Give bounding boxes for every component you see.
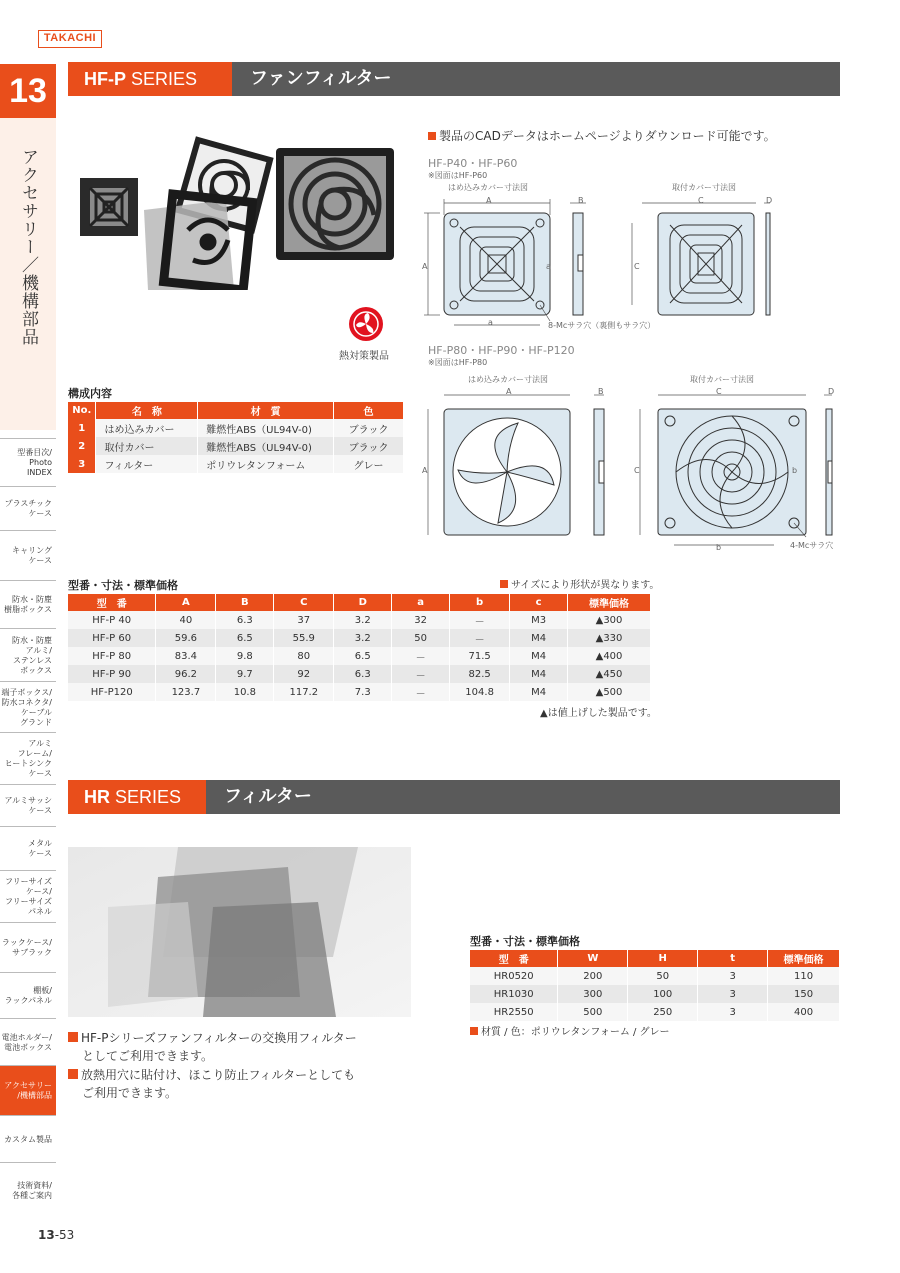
side-nav-label: ケース xyxy=(28,556,52,565)
side-nav-label: ケース/ xyxy=(25,887,52,896)
table-cell: 3 xyxy=(698,1003,768,1021)
side-nav-label: 技術資料/ xyxy=(17,1180,52,1190)
table-cell: HR0520 xyxy=(470,967,558,985)
hfp-spec-row xyxy=(68,665,651,683)
hr-spec-row xyxy=(470,1003,840,1021)
diagram1-sub: ※図面はHF-P60 xyxy=(428,171,488,180)
hr-spec-heading: 型番・寸法・標準価格 xyxy=(470,935,580,948)
composition-row xyxy=(68,455,404,473)
side-nav-item[interactable] xyxy=(0,486,56,530)
table-cell: 6.3 xyxy=(334,665,392,683)
side-nav-label: Photo xyxy=(29,458,52,467)
chapter-number: 13 xyxy=(0,64,56,118)
diagram2-dim-C: C xyxy=(716,387,722,396)
side-nav-label: 電池ボックス xyxy=(4,1042,52,1052)
column-header: 色 xyxy=(334,402,404,419)
side-nav-label: サブラック xyxy=(12,948,52,957)
side-nav-label: 型番目次/ xyxy=(17,448,52,457)
hr-spec-row xyxy=(470,985,840,1003)
side-nav-label: フリーサイズ xyxy=(4,877,52,886)
hr-spec-header-row xyxy=(470,950,840,967)
diagram2-hole-note: 4-Mcサラ穴 xyxy=(790,541,834,550)
table-cell: ▲300 xyxy=(568,611,651,629)
composition-row xyxy=(68,437,404,455)
hr-bullet-1 xyxy=(68,1029,357,1065)
bullet-square-icon xyxy=(470,1027,478,1035)
composition-heading: 構成内容 xyxy=(68,387,112,400)
side-nav-label: カスタム製品 xyxy=(4,1134,52,1144)
hr-bullet-2 xyxy=(68,1066,355,1102)
table-cell: 取付カバー xyxy=(96,437,198,455)
table-cell: 7.3 xyxy=(334,683,392,701)
diagram1-dim-B: B xyxy=(578,196,584,205)
column-header: W xyxy=(558,950,628,967)
side-nav-label: パネル xyxy=(28,907,52,916)
side-nav-label: グランド xyxy=(20,717,52,727)
diagram2-drawing xyxy=(418,385,838,555)
side-nav-label: ケース xyxy=(28,769,52,778)
table-cell: HF-P 80 xyxy=(68,647,156,665)
side-nav-label: アクセサリー xyxy=(4,1081,52,1090)
side-nav-item[interactable] xyxy=(0,732,56,784)
side-nav-label: フレーム/ xyxy=(17,749,52,758)
table-cell: 6.3 xyxy=(216,611,274,629)
side-nav-label: ボックス xyxy=(20,665,52,675)
diagram1-dim-C: C xyxy=(698,196,704,205)
table-cell: 50 xyxy=(392,629,450,647)
hfp-section-header xyxy=(68,62,840,96)
side-nav-item[interactable] xyxy=(0,628,56,681)
table-cell: M4 xyxy=(510,665,568,683)
side-nav-item[interactable] xyxy=(0,1018,56,1065)
side-nav-label: 各種ご案内 xyxy=(12,1190,52,1200)
side-nav-label: ステンレス xyxy=(13,655,52,665)
table-cell: 59.6 xyxy=(156,629,216,647)
table-cell: 難燃性ABS（UL94V-0) xyxy=(198,437,334,455)
fan-filter-product-photo xyxy=(78,130,408,290)
composition-table xyxy=(68,402,404,473)
hfp-spec-row xyxy=(68,629,651,647)
side-nav-label: アルミ xyxy=(28,739,52,748)
table-cell: 150 xyxy=(768,985,840,1003)
column-header: H xyxy=(628,950,698,967)
hfp-spec-table xyxy=(68,594,651,701)
hr-spec-table xyxy=(470,950,840,1021)
table-cell: 123.7 xyxy=(156,683,216,701)
side-nav-item[interactable] xyxy=(0,784,56,826)
table-cell: 難燃性ABS（UL94V-0) xyxy=(198,419,334,437)
column-header: B xyxy=(216,594,274,611)
side-nav-item[interactable] xyxy=(0,826,56,870)
table-cell: はめ込みカバー xyxy=(96,419,198,437)
side-nav-item[interactable] xyxy=(0,870,56,922)
heat-countermeasure-label: 熱対策製品 xyxy=(339,351,389,362)
table-cell: 1 xyxy=(68,419,96,437)
table-cell: M3 xyxy=(510,611,568,629)
table-cell: M4 xyxy=(510,629,568,647)
page-chapter: 13 xyxy=(38,1228,55,1242)
composition-row xyxy=(68,419,404,437)
table-cell: 32 xyxy=(392,611,450,629)
diagram2-right-label: 取付カバー寸法図 xyxy=(690,375,754,384)
column-header: C xyxy=(274,594,334,611)
side-nav-label: ケース xyxy=(28,509,52,518)
large-fan-filter xyxy=(276,148,394,260)
table-cell: M4 xyxy=(510,647,568,665)
side-nav-label: アルミ/ xyxy=(25,645,52,655)
cad-download-note xyxy=(428,127,776,144)
diagram2-title: HF-P80・HF-P90・HF-P120 xyxy=(428,344,575,357)
table-cell: 92 xyxy=(274,665,334,683)
hfp-spec-row xyxy=(68,683,651,701)
side-nav-item[interactable] xyxy=(0,438,56,486)
table-cell: HR1030 xyxy=(470,985,558,1003)
hr-series-word: SERIES xyxy=(115,787,182,807)
column-header: 標準価格 xyxy=(768,950,840,967)
diagram1-dim-A: A xyxy=(486,196,492,205)
side-nav-label: フリーサイズ xyxy=(4,897,52,906)
table-cell: 117.2 xyxy=(274,683,334,701)
side-nav-label: 電池ホルダー/ xyxy=(1,1032,52,1042)
table-cell: 55.9 xyxy=(274,629,334,647)
table-cell: 6.5 xyxy=(334,647,392,665)
table-cell: HF-P 90 xyxy=(68,665,156,683)
side-nav-label: ラックケース/ xyxy=(1,938,52,947)
column-header: No. xyxy=(68,402,96,419)
table-cell: HF-P 40 xyxy=(68,611,156,629)
hfp-size-note-text: サイズにより形状が異なります。 xyxy=(511,580,660,591)
hfp-series-word: SERIES xyxy=(131,69,198,89)
table-cell: 400 xyxy=(768,1003,840,1021)
column-header: D xyxy=(334,594,392,611)
side-nav-label: /機構部品 xyxy=(17,1091,52,1100)
side-nav-label: INDEX xyxy=(26,468,52,477)
table-cell: 37 xyxy=(274,611,334,629)
side-nav-label: 棚板/ xyxy=(33,986,52,995)
table-cell: フィルター xyxy=(96,455,198,473)
table-cell: 3 xyxy=(698,967,768,985)
hfp-series-tag xyxy=(68,62,232,96)
column-header: t xyxy=(698,950,768,967)
bullet-square-icon xyxy=(428,132,436,140)
table-cell: 100 xyxy=(628,985,698,1003)
diagram2-dim-C-vertical: C xyxy=(634,466,640,475)
table-cell: 3.2 xyxy=(334,629,392,647)
bullet-square-icon xyxy=(68,1032,78,1042)
hr-series-tag xyxy=(68,780,206,814)
diagram1-dim-A-vertical: A xyxy=(422,262,428,271)
table-cell: 10.8 xyxy=(216,683,274,701)
table-cell: ブラック xyxy=(334,437,404,455)
small-fan-filter xyxy=(80,178,138,236)
table-cell: ポリウレタンフォーム xyxy=(198,455,334,473)
diagram1-right-label: 取付カバー寸法図 xyxy=(672,183,736,192)
price-increase-note: ▲は値上げした製品です。 xyxy=(540,708,657,719)
hfp-spec-row xyxy=(68,647,651,665)
side-nav-item[interactable] xyxy=(0,922,56,972)
hr-bullet-2-line2: ご利用できます。 xyxy=(82,1086,178,1100)
column-header: b xyxy=(450,594,510,611)
side-nav-label: ケーブル xyxy=(20,707,52,717)
page-index: -53 xyxy=(54,1228,75,1242)
side-nav-item[interactable] xyxy=(0,1162,56,1217)
table-cell: 110 xyxy=(768,967,840,985)
table-cell: HF-P120 xyxy=(68,683,156,701)
column-header: 材 質 xyxy=(198,402,334,419)
hr-series-code: HR xyxy=(84,787,110,807)
table-cell: 50 xyxy=(628,967,698,985)
diagram1-dim-D: D xyxy=(766,196,773,205)
table-cell: 300 xyxy=(558,985,628,1003)
diagram2-dim-D: D xyxy=(828,387,835,396)
side-nav-label: メタル xyxy=(28,839,52,848)
hr-bullet-1-line1: HF-Pシリーズファンフィルターの交換用フィルター xyxy=(81,1031,357,1045)
table-cell: 71.5 xyxy=(450,647,510,665)
column-header: 名 称 xyxy=(96,402,198,419)
table-cell: 3.2 xyxy=(334,611,392,629)
side-nav-label: 防水・防塵 xyxy=(12,595,52,604)
hfp-spec-heading: 型番・寸法・標準価格 xyxy=(68,579,178,592)
side-nav-label: アルミサッシ xyxy=(4,796,52,805)
table-cell: M4 xyxy=(510,683,568,701)
side-nav-item[interactable] xyxy=(0,580,56,628)
hr-filter-product-photo xyxy=(68,847,411,1017)
table-cell: 6.5 xyxy=(216,629,274,647)
table-cell: － xyxy=(392,683,450,701)
side-nav-item[interactable] xyxy=(0,1115,56,1162)
table-cell: ▲500 xyxy=(568,683,651,701)
column-header: A xyxy=(156,594,216,611)
diagram2-left-label: はめ込みカバー寸法図 xyxy=(468,375,548,384)
table-cell: HF-P 60 xyxy=(68,629,156,647)
table-cell: ▲400 xyxy=(568,647,651,665)
column-header: a xyxy=(392,594,450,611)
table-cell: － xyxy=(392,647,450,665)
hr-title: フィルター xyxy=(224,786,312,807)
side-nav-label: プラスチック xyxy=(4,499,52,508)
table-cell: 3 xyxy=(68,455,96,473)
table-cell: グレー xyxy=(334,455,404,473)
column-header: 型 番 xyxy=(68,594,156,611)
diagram2-dim-b-vertical: b xyxy=(792,466,798,475)
table-cell: HR2550 xyxy=(470,1003,558,1021)
chapter-title: アクセサリー／機構部品 xyxy=(18,148,38,346)
table-cell: 500 xyxy=(558,1003,628,1021)
table-cell: 104.8 xyxy=(450,683,510,701)
side-nav-label: ラックパネル xyxy=(4,996,52,1005)
hfp-size-note xyxy=(500,576,659,591)
column-header: 型 番 xyxy=(470,950,558,967)
side-nav-label: 防水コネクタ/ xyxy=(1,697,52,707)
side-nav-label: ヒートシンク xyxy=(4,759,52,768)
table-cell: － xyxy=(392,665,450,683)
column-header: c xyxy=(510,594,568,611)
table-cell: － xyxy=(450,611,510,629)
table-cell: 40 xyxy=(156,611,216,629)
hr-bullet-2-line1: 放熱用穴に貼付け、ほこり防止フィルターとしても xyxy=(81,1068,356,1082)
diagram1-left-label: はめ込みカバー寸法図 xyxy=(448,183,528,192)
table-cell: 83.4 xyxy=(156,647,216,665)
side-nav-label: キャリング xyxy=(12,546,52,555)
bullet-square-icon xyxy=(500,580,508,588)
diagram2-dim-A-vertical: A xyxy=(422,466,428,475)
takachi-logo: TAKACHI xyxy=(38,30,102,48)
diagram1-dim-a: a xyxy=(488,318,493,327)
hr-spec-row xyxy=(470,967,840,985)
bullet-square-icon xyxy=(68,1069,78,1079)
diagram1-dim-b: a xyxy=(546,262,551,271)
side-nav-label: 端子ボックス/ xyxy=(1,687,52,697)
table-cell: 96.2 xyxy=(156,665,216,683)
table-cell: 80 xyxy=(274,647,334,665)
table-cell: 9.7 xyxy=(216,665,274,683)
table-cell: ▲330 xyxy=(568,629,651,647)
hfp-title: ファンフィルター xyxy=(250,68,392,89)
side-nav-label: 樹脂ボックス xyxy=(4,605,52,614)
table-cell: － xyxy=(450,629,510,647)
table-cell: 82.5 xyxy=(450,665,510,683)
side-nav-item[interactable] xyxy=(0,972,56,1018)
side-nav-label: ケース xyxy=(28,806,52,815)
composition-header-row xyxy=(68,402,404,419)
page-number xyxy=(38,1228,74,1242)
hfp-spec-header-row xyxy=(68,594,651,611)
table-cell: 200 xyxy=(558,967,628,985)
cad-note-text: 製品のCADデータはホームページよりダウンロード可能です。 xyxy=(439,129,776,143)
diagram1-dim-C-vertical: C xyxy=(634,262,640,271)
side-nav-label: 防水・防塵 xyxy=(12,635,52,645)
hfp-series-code: HF-P xyxy=(84,69,126,89)
hr-section-header xyxy=(68,780,840,814)
diagram1-title: HF-P40・HF-P60 xyxy=(428,157,518,170)
hfp-spec-row xyxy=(68,611,651,629)
column-header: 標準価格 xyxy=(568,594,651,611)
heat-countermeasure-icon xyxy=(348,306,384,342)
diagram2-dim-A: A xyxy=(506,387,512,396)
diagram1-drawing xyxy=(418,193,788,333)
diagram1-hole-note: 8-Mcサラ穴（裏側もサラ穴） xyxy=(548,321,656,330)
table-cell: 3 xyxy=(698,985,768,1003)
hr-material-text: 材質 / 色：ポリウレタンフォーム / グレー xyxy=(481,1027,670,1038)
table-cell: ▲450 xyxy=(568,665,651,683)
table-cell: 250 xyxy=(628,1003,698,1021)
hr-material-note xyxy=(470,1023,670,1038)
side-nav-item[interactable] xyxy=(0,681,56,732)
table-cell: ブラック xyxy=(334,419,404,437)
side-nav-item[interactable] xyxy=(0,1065,56,1115)
table-cell: 2 xyxy=(68,437,96,455)
diagram2-dim-B: B xyxy=(598,387,604,396)
hr-bullet-1-line2: としてご利用できます。 xyxy=(82,1049,214,1063)
side-nav-item[interactable] xyxy=(0,530,56,580)
table-cell: 9.8 xyxy=(216,647,274,665)
diagram2-sub: ※図面はHF-P80 xyxy=(428,358,488,367)
side-nav-label: ケース xyxy=(28,849,52,858)
diagram2-dim-b: b xyxy=(716,543,722,552)
